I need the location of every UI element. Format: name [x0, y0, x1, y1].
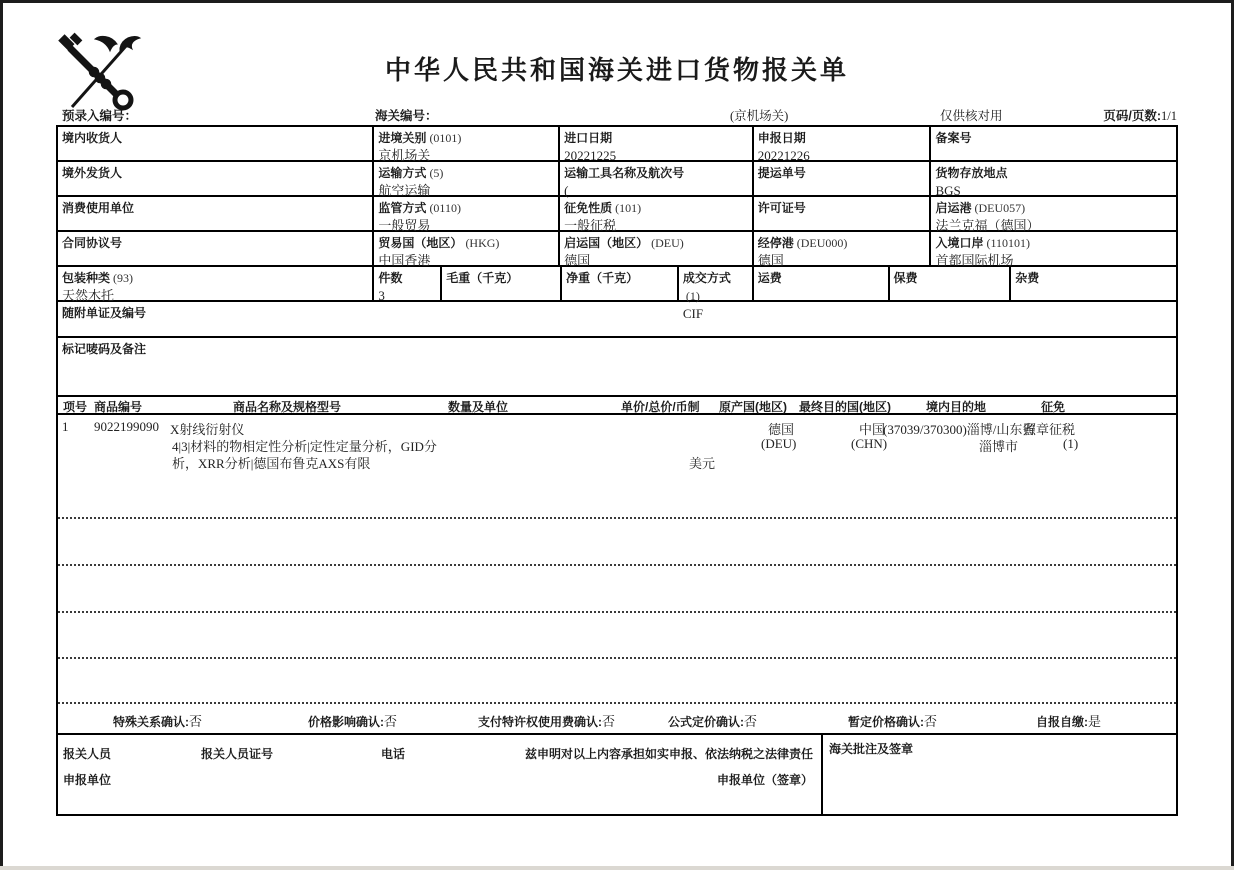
confirm-self-declare-pay: 自报自缴:是 [1036, 714, 1102, 729]
table-row [58, 162, 1176, 197]
field-bill-no: 提运单号 [752, 162, 930, 195]
pre-entry-no-label: 预录入编号： [62, 109, 138, 123]
confirmations-row [58, 704, 1176, 735]
goods-dest-code: (CHN) [851, 436, 888, 451]
field-trade-country: 贸易国（地区） (HKG) 中国香港 [372, 232, 558, 265]
customs-notes-cell [821, 735, 1176, 814]
goods-dest-country: 中国 [859, 422, 886, 437]
confirm-royalty-payment: 支付特许权使用费确认:否 [478, 714, 616, 729]
col-quantity-unit: 数量及单位 [448, 400, 509, 414]
goods-row-divider [58, 517, 1176, 519]
field-transport-name: 运输工具名称及航次号 ( [558, 162, 752, 195]
scan-border-left [0, 0, 3, 870]
field-misc-fees: 杂费 [1009, 267, 1176, 300]
check-only-note: 仅供核对用 [940, 109, 1003, 123]
goods-origin-code: (DEU) [761, 436, 797, 451]
field-record-no: 备案号 [929, 127, 1176, 160]
goods-item-no: 1 [62, 419, 69, 434]
customs-no-label: 海关编号： [375, 109, 438, 123]
phone-label: 电话 [381, 747, 406, 761]
goods-row-divider [58, 564, 1176, 566]
customs-office: (京机场关) [730, 109, 789, 123]
declarant-id-label: 报关人员证号 [201, 747, 274, 761]
goods-row-divider [58, 657, 1176, 659]
confirm-provisional-price: 暂定价格确认:否 [848, 714, 938, 729]
field-declare-date: 申报日期 20221226 [752, 127, 930, 160]
goods-name-line3: 析，XRR分析|德国布鲁克AXS有限 [172, 456, 371, 471]
col-dest-country: 最终目的国(地区) [799, 400, 891, 414]
col-duty-exemption: 征免 [1041, 400, 1066, 414]
field-transit-port: 经停港 (DEU000) 德国 [752, 232, 930, 265]
field-supervision-mode: 监管方式 (0110) 一般贸易 [372, 197, 558, 230]
page-number: 页码/页数:1/1 [1103, 109, 1177, 123]
field-freight: 运费 [752, 267, 888, 300]
declaration-table [56, 125, 1178, 816]
confirm-special-relation: 特殊关系确认:否 [113, 714, 203, 729]
footer-row [58, 735, 1176, 814]
customs-notes-label: 海关批注及签章 [829, 742, 914, 756]
goods-domestic-dest-line2: 淄博市 [979, 439, 1019, 454]
table-row [58, 127, 1176, 162]
confirm-price-influence: 价格影响确认:否 [308, 714, 398, 729]
field-overseas-shipper: 境外发货人 [62, 166, 123, 180]
col-domestic-dest: 境内目的地 [926, 400, 987, 414]
declarant-label: 报关人员 [63, 747, 112, 761]
goods-name-line2: 4|3|材料的物相定性分析|定性定量分析，GID分 [172, 439, 437, 454]
goods-origin-country: 德国 [768, 422, 795, 437]
form-title: 中华人民共和国海关进口货物报关单 [384, 55, 849, 85]
field-entry-customs: 进境关别 (0101) 京机场关 [372, 127, 558, 160]
goods-duty-mode: 照章征税 [1023, 422, 1076, 437]
field-marks-remarks: 标记唛码及备注 [62, 342, 147, 356]
table-row [58, 197, 1176, 232]
goods-domestic-dest-line1: (37039/370300)淄博/山东省 [883, 422, 1036, 437]
field-import-date: 进口日期 20221225 [558, 127, 752, 160]
field-package-count: 件数 3 [372, 267, 440, 300]
field-entry-port: 入境口岸 (110101) 首都国际机场 [929, 232, 1176, 265]
field-incoterm: 成交方式(1) CIF [677, 267, 752, 300]
declaration-statement: 兹申明对以上内容承担如实申报、依法纳税之法律责任 [524, 747, 813, 761]
col-hs-code: 商品编号 [94, 400, 143, 414]
field-transport-mode: 运输方式 (5) 航空运输 [372, 162, 558, 195]
field-storage-place: 货物存放地点 BGS [929, 162, 1176, 195]
field-attached-docs: 随附单证及编号 [62, 306, 147, 320]
field-net-weight: 净重（千克） [560, 267, 677, 300]
field-consignee: 境内收货人 [62, 131, 123, 145]
field-insurance: 保费 [888, 267, 1010, 300]
attached-docs-row [58, 302, 1176, 338]
field-contract-no: 合同协议号 [62, 236, 123, 250]
confirm-formula-pricing: 公式定价确认:否 [668, 714, 758, 729]
goods-hs-code: 9022199090 [94, 419, 159, 434]
field-consumer-unit: 消费使用单位 [62, 201, 135, 215]
goods-header-row [58, 397, 1176, 415]
declare-unit-label: 申报单位 [63, 773, 112, 787]
goods-row-divider [58, 611, 1176, 613]
col-price-currency: 单价/总价/币制 [621, 400, 700, 414]
field-packing-type: 包装种类 (93) 天然木托 [62, 271, 134, 303]
field-departure-country: 启运国（地区） (DEU) 德国 [558, 232, 752, 265]
declare-unit-seal-label: 申报单位（签章） [716, 773, 813, 787]
field-departure-port: 启运港 (DEU057) 法兰克福（德国） [929, 197, 1176, 230]
footer-declarant-area [58, 735, 821, 814]
goods-body [58, 415, 1176, 704]
col-item-no: 项号 [63, 400, 88, 414]
field-exemption-nature: 征免性质 (101) 一般征税 [558, 197, 752, 230]
goods-name-line1: X射线衍射仪 [170, 422, 245, 437]
col-goods-name: 商品名称及规格型号 [233, 400, 342, 414]
col-origin-country: 原产国(地区) [719, 400, 787, 414]
scan-border-top [0, 0, 1234, 3]
goods-duty-code: (1) [1063, 436, 1079, 451]
marks-remarks-row [58, 338, 1176, 397]
field-license-no: 许可证号 [752, 197, 930, 230]
scan-border-bottom [0, 866, 1234, 870]
field-gross-weight: 毛重（千克） [440, 267, 560, 300]
goods-currency: 美元 [689, 456, 716, 471]
table-row [58, 232, 1176, 267]
